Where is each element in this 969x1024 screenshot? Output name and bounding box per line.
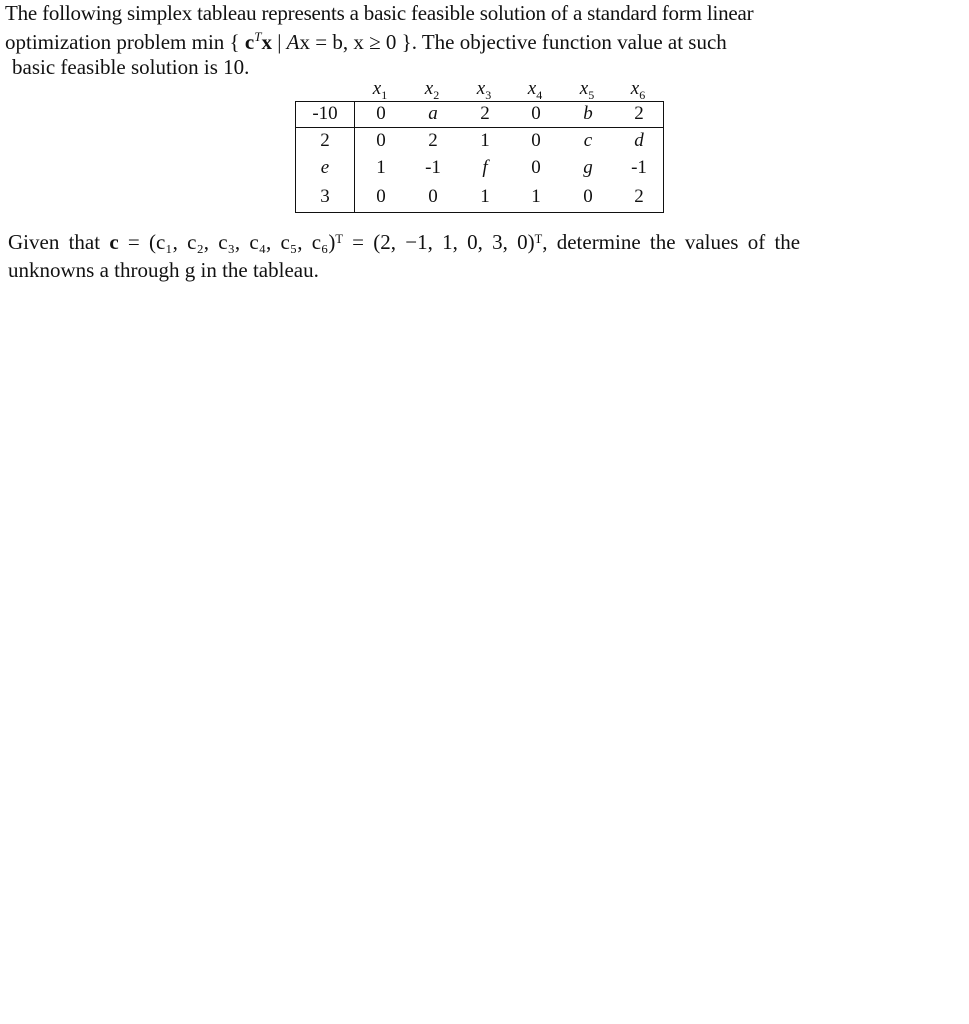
tableau-cell: 0 [531, 103, 541, 124]
transpose: T [254, 29, 262, 44]
tableau-cell: 0 [428, 186, 438, 207]
question-line-1 [8, 229, 800, 255]
tableau-cell: g [583, 157, 593, 178]
header-subscript: 4 [536, 87, 543, 102]
tableau-cell: 0 [376, 103, 386, 124]
tableau-cell: e [320, 157, 330, 178]
header-subscript: 6 [639, 87, 646, 102]
header-var: x [372, 78, 382, 99]
vector-x: x [261, 30, 272, 54]
tableau-cell: 1 [376, 157, 386, 178]
tableau-cell: 2 [428, 130, 438, 151]
header-var: x [527, 78, 537, 99]
tableau-cell: -10 [312, 103, 338, 124]
vector-c: c [109, 230, 119, 254]
tableau-cell: 0 [531, 130, 541, 151]
tableau-cell: 0 [376, 186, 386, 207]
tableau-cell: 0 [583, 186, 593, 207]
header-var: x [424, 78, 434, 99]
tableau-cell: d [634, 130, 644, 151]
header-var: x [579, 78, 589, 99]
tableau-cell: a [428, 103, 438, 124]
row-divider [296, 127, 663, 128]
simplex-tableau [295, 101, 664, 213]
question-line-2: unknowns a through g in the tableau. [8, 258, 319, 282]
tableau-cell: 2 [634, 186, 644, 207]
header-var: x [630, 78, 640, 99]
tableau-cell: 0 [376, 130, 386, 151]
bar: | [271, 30, 287, 54]
tableau-cell: 2 [634, 103, 644, 124]
question-text: Given that [8, 230, 110, 254]
intro-line-2 [5, 24, 727, 55]
tableau-cell: 1 [531, 186, 541, 207]
header-subscript: 3 [485, 87, 492, 102]
tableau-cell: 0 [531, 157, 541, 178]
intro-rest: x = b, x ≥ 0 }. The objective function value at such [299, 30, 727, 54]
question-rest: = (c₁, c₂, c₃, c₄, c₅, c₆)ᵀ = (2, −1, 1, 0, 3, 0)ᵀ, determine the values of the [118, 230, 801, 254]
tableau-cell: 2 [320, 130, 330, 151]
header-var: x [476, 78, 486, 99]
matrix-a: A [286, 30, 300, 54]
tableau-cell: 1 [480, 130, 490, 151]
column-divider [354, 102, 355, 212]
tableau-cell: -1 [631, 157, 647, 178]
vector-c: c [244, 30, 255, 54]
tableau-cell: 2 [480, 103, 490, 124]
tableau-cell: 3 [320, 186, 330, 207]
intro-line-3: basic feasible solution is 10. [12, 55, 250, 79]
tableau-cell: b [583, 103, 593, 124]
header-subscript: 2 [433, 87, 440, 102]
header-subscript: 5 [588, 87, 595, 102]
tableau-cell: -1 [425, 157, 441, 178]
intro-line-1: The following simplex tableau represents a basic feasible solution of a standard form linear [5, 1, 754, 25]
intro-text: optimization problem min { [5, 30, 245, 54]
tableau-cell: c [583, 130, 593, 151]
tableau-cell: f [482, 157, 488, 178]
tableau-cell: 1 [480, 186, 490, 207]
header-subscript: 1 [381, 87, 388, 102]
